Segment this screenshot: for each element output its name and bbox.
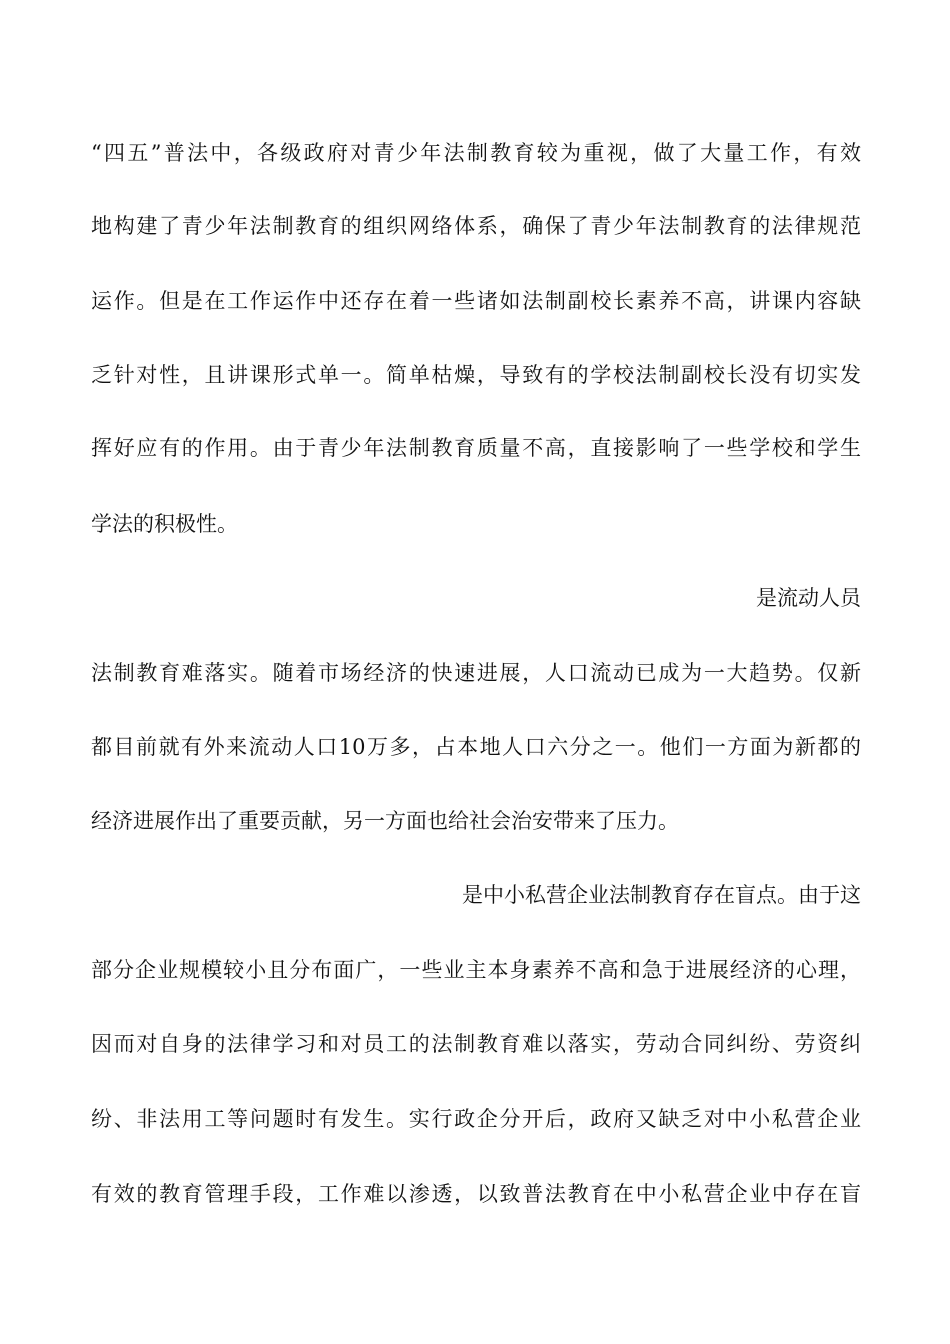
paragraph-line: 是流动人员	[756, 586, 861, 610]
paragraph-line: 乏针对性，且讲课形式单一。简单枯燥，导致有的学校法制副校长没有切实发	[91, 363, 861, 387]
paragraph-line: 纷、非法用工等问题时有发生。实行政企分开后，政府又缺乏对中小私营企业	[91, 1107, 861, 1131]
paragraph-line: 运作。但是在工作运作中还存在着一些诸如法制副校长素养不高，讲课内容缺	[91, 289, 861, 313]
paragraph-line: 有效的教育管理手段，工作难以渗透，以致普法教育在中小私营企业中存在盲	[91, 1182, 861, 1206]
paragraph-line: “四五”普法中，各级政府对青少年法制教育较为重视，做了大量工作，有效	[91, 141, 861, 165]
paragraph-line: 学法的积极性。	[91, 512, 238, 536]
paragraph-line: 挥好应有的作用。由于青少年法制教育质量不高，直接影响了一些学校和学生	[91, 436, 861, 460]
paragraph-line: 地构建了青少年法制教育的组织网络体系，确保了青少年法制教育的法律规范	[91, 214, 861, 238]
paragraph-line: 都目前就有外来流动人口10万多，占本地人口六分之一。他们一方面为新都的	[91, 735, 861, 759]
paragraph-line: 法制教育难落实。随着市场经济的快速进展，人口流动已成为一大趋势。仅新	[91, 661, 861, 685]
paragraph-line: 部分企业规模较小且分布面广，一些业主本身素养不高和急于进展经济的心理，	[91, 958, 861, 982]
paragraph-line: 因而对自身的法律学习和对员工的法制教育难以落实，劳动合同纠纷、劳资纠	[91, 1032, 861, 1056]
paragraph-line: 是中小私营企业法制教育存在盲点。由于这	[462, 883, 861, 907]
paragraph-line: 经济进展作出了重要贡献，另一方面也给社会治安带来了压力。	[91, 809, 679, 833]
